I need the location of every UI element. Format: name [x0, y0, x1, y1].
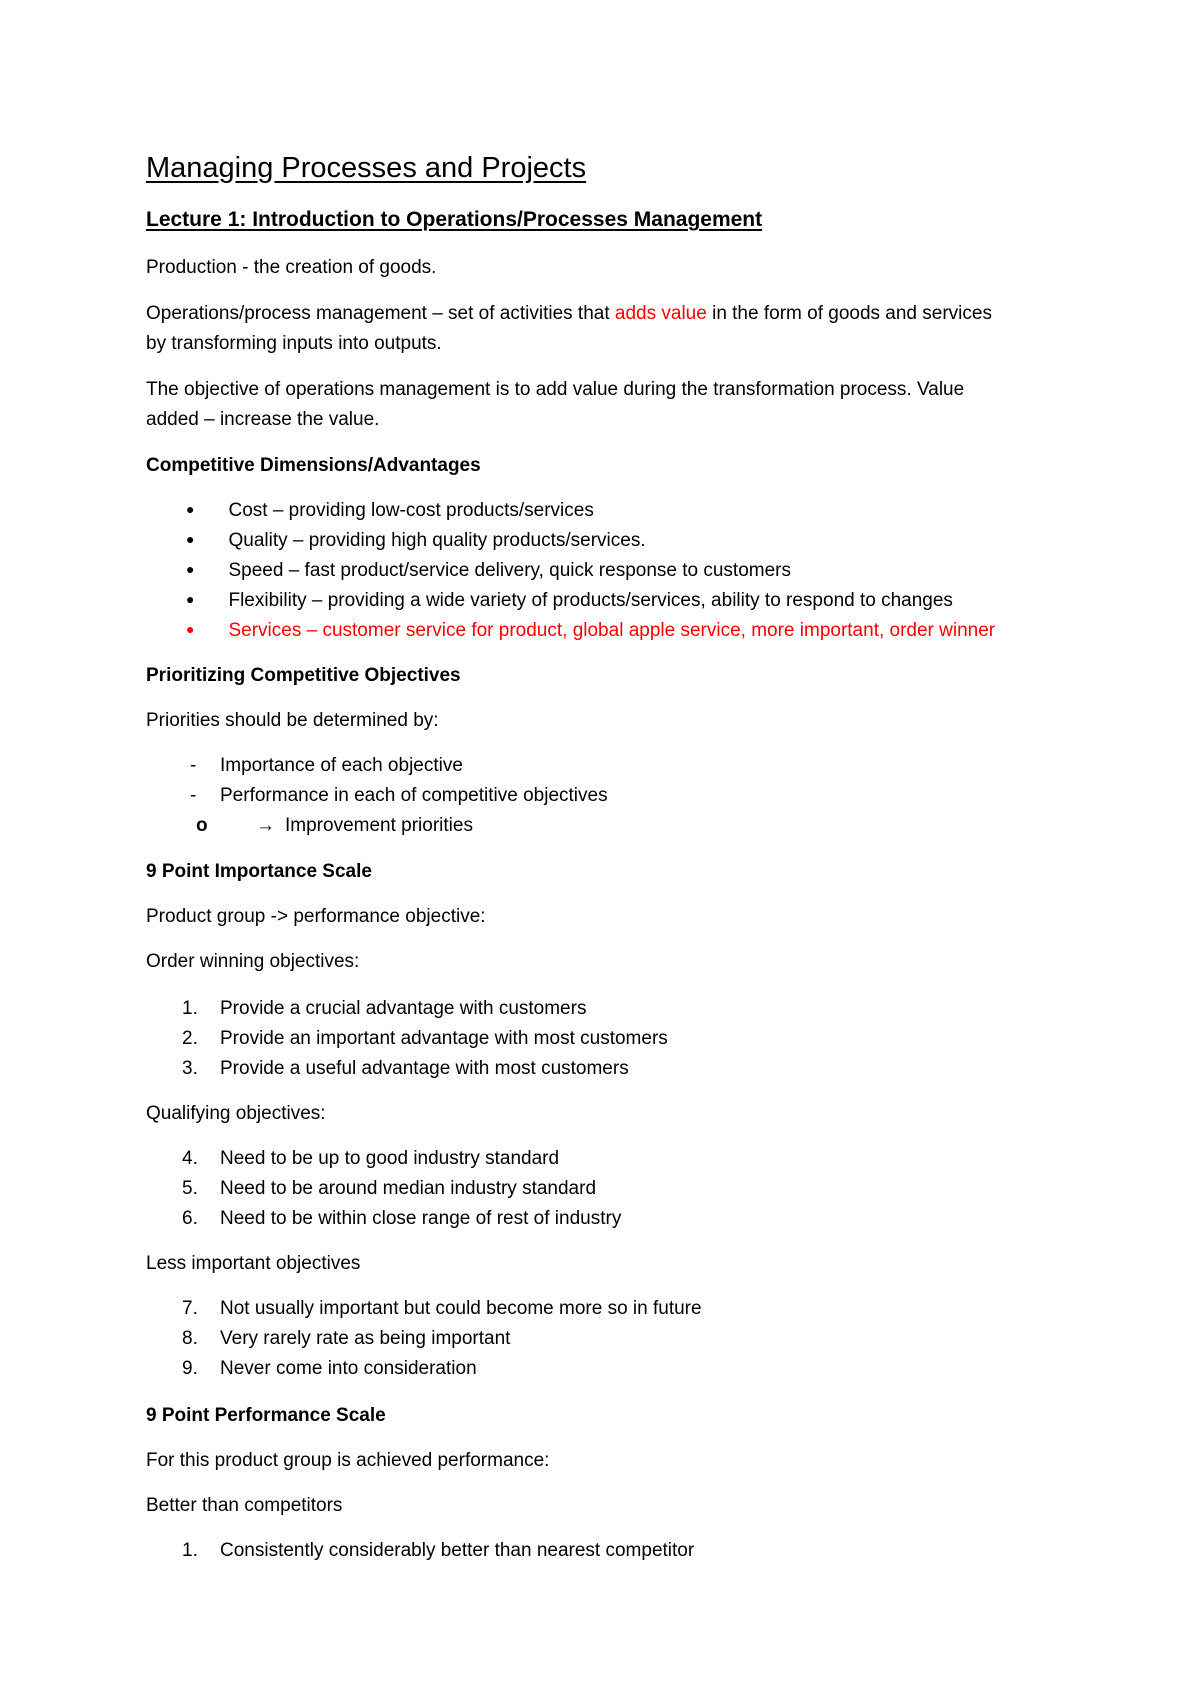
list-item	[182, 1538, 695, 1564]
objective-line2: added – increase the value.	[146, 409, 380, 430]
list-item	[190, 753, 463, 779]
list-item-text: Importance of each objective	[220, 755, 463, 776]
bullet-icon: ●	[186, 621, 195, 637]
sub-list-item	[196, 813, 473, 839]
list-item-text: Cost – providing low-cost products/services	[228, 500, 594, 521]
opm-definition-line1	[146, 301, 992, 327]
list-item	[182, 1056, 629, 1082]
list-item-text: Need to be within close range of rest of industry	[220, 1208, 622, 1229]
document-title: Managing Processes and Projects	[146, 152, 587, 184]
list-number: 1.	[182, 998, 198, 1019]
list-item	[186, 498, 594, 524]
production-definition: Production - the creation of goods.	[146, 257, 437, 278]
performance-heading: 9 Point Performance Scale	[146, 1405, 386, 1426]
qualifying-label: Qualifying objectives:	[146, 1103, 326, 1124]
competitive-heading: Competitive Dimensions/Advantages	[146, 455, 481, 476]
arrow-right-icon: →	[256, 815, 275, 836]
list-item	[186, 588, 953, 614]
importance-heading: 9 Point Importance Scale	[146, 861, 372, 882]
list-item	[186, 618, 996, 644]
list-item	[182, 1026, 668, 1052]
list-item	[182, 1326, 511, 1352]
list-item-text: Never come into consideration	[220, 1358, 477, 1379]
list-item	[182, 1146, 560, 1172]
list-item-text: Not usually important but could become more so in future	[220, 1298, 702, 1319]
list-item-text: Speed – fast product/service delivery, quick response to customers	[228, 560, 792, 581]
list-number: 3.	[182, 1058, 198, 1079]
list-number: 9.	[182, 1358, 198, 1379]
bullet-icon: ●	[186, 501, 195, 517]
bullet-icon: ●	[186, 561, 195, 577]
product-group-text: Product group -> performance objective:	[146, 906, 486, 927]
list-item-text: Provide an important advantage with most customers	[220, 1028, 668, 1049]
list-number: 4.	[182, 1148, 198, 1169]
objective-line1: The objective of operations management is to add value during the transformation process. Value	[146, 379, 965, 400]
list-item-text: Very rarely rate as being important	[220, 1328, 511, 1349]
bullet-icon: ●	[186, 531, 195, 547]
list-item-text: Performance in each of competitive objectives	[220, 785, 608, 806]
opm-definition-line2: by transforming inputs into outputs.	[146, 333, 442, 354]
priorities-intro: Priorities should be determined by:	[146, 710, 439, 731]
list-item	[182, 1176, 597, 1202]
list-item	[182, 1296, 702, 1322]
list-item	[190, 783, 608, 809]
dash-icon: -	[190, 755, 197, 776]
performance-intro: For this product group is achieved performance:	[146, 1450, 550, 1471]
list-number: 7.	[182, 1298, 198, 1319]
less-important-label: Less important objectives	[146, 1253, 361, 1274]
list-item-text: Need to be around median industry standard	[220, 1178, 597, 1199]
list-item-text: Provide a crucial advantage with customers	[220, 998, 587, 1019]
list-item-text: Need to be up to good industry standard	[220, 1148, 560, 1169]
list-item-text: Services – customer service for product, global apple service, more important, order winner	[228, 620, 996, 641]
list-item-text: Flexibility – providing a wide variety of products/services, ability to respond to changes	[228, 590, 953, 611]
lecture-heading: Lecture 1: Introduction to Operations/Processes Management	[146, 208, 763, 231]
better-label: Better than competitors	[146, 1495, 343, 1516]
list-item-text: Provide a useful advantage with most customers	[220, 1058, 629, 1079]
opm-highlight: adds value	[614, 303, 707, 324]
list-number: 5.	[182, 1178, 198, 1199]
list-item	[186, 558, 792, 584]
list-item	[182, 1356, 477, 1382]
list-item	[182, 1206, 622, 1232]
prioritizing-heading: Prioritizing Competitive Objectives	[146, 665, 461, 686]
list-number: 2.	[182, 1028, 198, 1049]
opm-text-pre: Operations/process management – set of activities that	[146, 303, 615, 324]
list-item	[186, 528, 646, 554]
list-item	[182, 996, 587, 1022]
list-number: 1.	[182, 1540, 198, 1561]
list-item-text: Consistently considerably better than nearest competitor	[220, 1540, 695, 1561]
dash-icon: -	[190, 785, 197, 806]
circle-bullet-icon: o	[196, 815, 208, 836]
list-number: 8.	[182, 1328, 198, 1349]
order-winning-label: Order winning objectives:	[146, 951, 360, 972]
list-item-text: Improvement priorities	[285, 815, 473, 836]
list-item-text: Quality – providing high quality products/services.	[228, 530, 646, 551]
bullet-icon: ●	[186, 591, 195, 607]
opm-text-post: in the form of goods and services	[706, 303, 992, 324]
list-number: 6.	[182, 1208, 198, 1229]
